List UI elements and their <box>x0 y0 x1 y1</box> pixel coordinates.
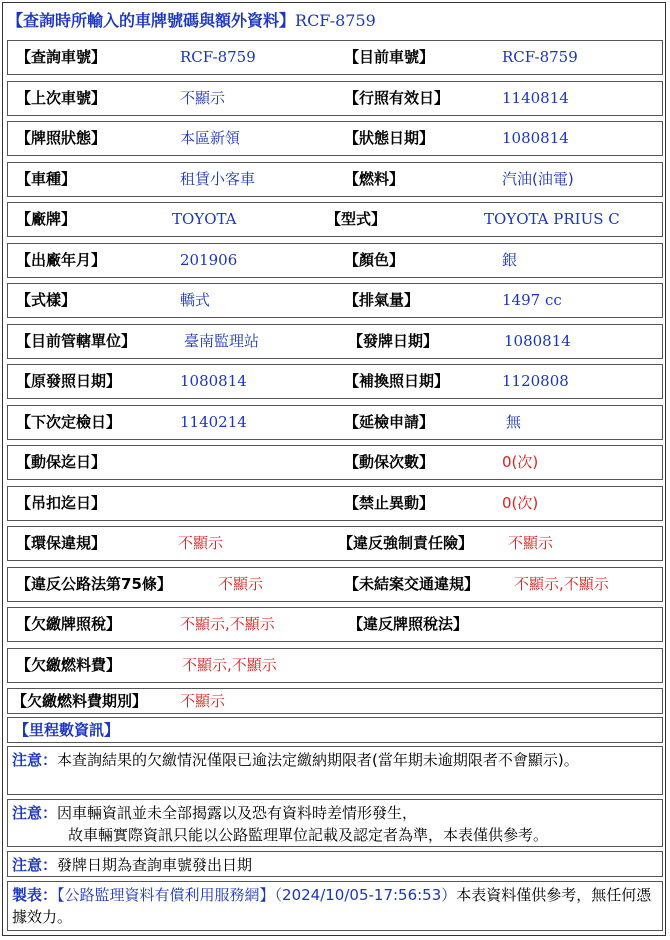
info-row-vehicle-type <box>7 162 663 197</box>
value-displacement: 1497 cc <box>502 291 562 309</box>
value-open-traffic-violation: 不顯示,不顯示 <box>514 575 609 593</box>
note-unpaid-scope <box>7 746 663 795</box>
info-row-brand <box>7 202 663 237</box>
note-text: 本查詢結果的欠繳情況僅限已逾法定繳納期限者(當年期未逾期限者不會顯示)。 <box>57 751 579 769</box>
value-next-inspection: 1140214 <box>180 413 247 431</box>
value-manufacture-date: 201906 <box>180 251 238 269</box>
label-environmental-violation: 【環保違規】 <box>16 534 107 552</box>
note-text-line1: 因車輛資訊並未全部揭露以及恐有資料時差情形發生， <box>57 804 418 822</box>
label-reissue-date: 【補換照日期】 <box>344 372 450 390</box>
value-unpaid-fuel-fee: 不顯示,不顯示 <box>182 656 277 674</box>
label-inspection-extension: 【延檢申請】 <box>344 413 435 431</box>
label-displacement: 【排氣量】 <box>344 291 420 309</box>
note-label: 注意： <box>12 751 58 769</box>
footer-text: 本表資料僅供參考，無任何憑據效力。 <box>12 886 652 926</box>
info-row-suspension <box>7 486 663 521</box>
value-transfer-ban: 0(次) <box>502 494 539 512</box>
value-issue-date: 1080814 <box>504 332 571 350</box>
label-body-style: 【式樣】 <box>16 291 77 309</box>
note-text: 發牌日期為查詢車號發出日期 <box>57 856 253 874</box>
label-current-plate: 【目前車號】 <box>344 48 435 66</box>
label-next-inspection: 【下次定檢日】 <box>16 413 122 431</box>
label-unpaid-fuel-fee: 【欠繳燃料費】 <box>16 656 122 674</box>
info-row-license-tax <box>7 607 663 642</box>
footer-label: 製表： <box>12 886 58 904</box>
label-open-traffic-violation: 【未結案交通違規】 <box>344 575 480 593</box>
note-text-line2: 故車輛實際資訊只能以公路監理單位記載及認定者為準，本表僅供參考。 <box>68 826 549 844</box>
value-plate-status: 本區新領 <box>180 129 241 147</box>
value-security-count: 0(次) <box>502 453 539 471</box>
info-row-plate-query <box>7 40 663 75</box>
label-security-expiry: 【動保迄日】 <box>16 453 107 471</box>
label-model: 【型式】 <box>326 210 387 228</box>
info-row-fuel-period <box>7 688 663 714</box>
value-body-style: 轎式 <box>180 291 211 309</box>
value-status-date: 1080814 <box>502 129 569 147</box>
label-jurisdiction: 【目前管轄單位】 <box>16 332 137 350</box>
info-row-environmental <box>7 526 663 561</box>
value-vehicle-type: 租賃小客車 <box>180 170 256 188</box>
label-insurance-violation: 【違反強制責任險】 <box>338 534 474 552</box>
info-row-previous-plate <box>7 81 663 116</box>
label-status-date: 【狀態日期】 <box>344 129 435 147</box>
value-insurance-violation: 不顯示 <box>508 534 554 552</box>
note-label: 注意： <box>12 804 58 822</box>
footer-timestamp: （2024/10/05-17:56:53） <box>274 886 457 904</box>
value-inspection-extension: 無 <box>506 413 522 431</box>
info-row-jurisdiction <box>7 324 663 359</box>
label-plate-status: 【牌照狀態】 <box>16 129 107 147</box>
report-title-text: 【查詢時所輸入的車牌號碼與額外資料】 <box>7 11 296 30</box>
mileage-section-row <box>7 717 663 743</box>
label-query-plate: 【查詢車號】 <box>16 48 107 66</box>
value-license-valid: 1140814 <box>502 89 569 107</box>
label-fuel-period: 【欠繳燃料費期別】 <box>12 692 148 710</box>
value-current-plate: RCF-8759 <box>502 48 578 66</box>
info-row-security <box>7 445 663 480</box>
report-footer <box>7 881 663 931</box>
value-reissue-date: 1120808 <box>502 372 569 390</box>
value-fuel: 汽油(油電) <box>502 170 574 188</box>
note-disclaimer <box>7 799 663 847</box>
value-query-plate: RCF-8759 <box>180 48 256 66</box>
label-color: 【顏色】 <box>344 251 405 269</box>
value-brand: TOYOTA <box>172 210 237 228</box>
value-original-license-date: 1080814 <box>180 372 247 390</box>
value-model: TOYOTA PRIUS C <box>484 210 620 228</box>
label-original-license-date: 【原發照日期】 <box>16 372 122 390</box>
value-fuel-period: 不顯示 <box>180 692 226 710</box>
label-fuel: 【燃料】 <box>344 170 405 188</box>
info-row-inspection <box>7 405 663 440</box>
label-manufacture-date: 【出廠年月】 <box>16 251 107 269</box>
label-transfer-ban: 【禁止異動】 <box>344 494 435 512</box>
value-environmental-violation: 不顯示 <box>178 534 224 552</box>
note-label: 注意： <box>12 856 58 874</box>
report-title-plate: RCF-8759 <box>295 11 376 30</box>
label-security-count: 【動保次數】 <box>344 453 435 471</box>
mileage-heading: 【里程數資訊】 <box>14 721 120 739</box>
info-row-highway-law <box>7 567 663 602</box>
label-license-valid: 【行照有效日】 <box>344 89 450 107</box>
label-vehicle-type: 【車種】 <box>16 170 77 188</box>
value-unpaid-license-tax: 不顯示,不顯示 <box>180 615 275 633</box>
info-row-body-style <box>7 283 663 318</box>
label-highway-law-violation: 【違反公路法第75條】 <box>16 575 172 593</box>
label-issue-date: 【發牌日期】 <box>348 332 439 350</box>
label-license-tax-violation: 【違反牌照稅法】 <box>348 615 469 633</box>
value-highway-law-violation: 不顯示 <box>218 575 264 593</box>
note-issue-date <box>7 851 663 877</box>
info-row-fuel-fee <box>7 648 663 683</box>
info-row-original-license <box>7 364 663 399</box>
info-row-plate-status <box>7 121 663 156</box>
value-color: 銀 <box>502 251 518 269</box>
label-brand: 【廠牌】 <box>16 210 77 228</box>
label-unpaid-license-tax: 【欠繳牌照稅】 <box>16 615 122 633</box>
value-previous-plate: 不顯示 <box>180 89 226 107</box>
label-previous-plate: 【上次車號】 <box>16 89 107 107</box>
label-suspension-expiry: 【吊扣迄日】 <box>16 494 107 512</box>
footer-service-name: 【公路監理資料有償利用服務網】 <box>57 886 275 904</box>
value-jurisdiction: 臺南監理站 <box>184 332 260 350</box>
report-title <box>7 8 663 34</box>
info-row-manufacture <box>7 243 663 278</box>
